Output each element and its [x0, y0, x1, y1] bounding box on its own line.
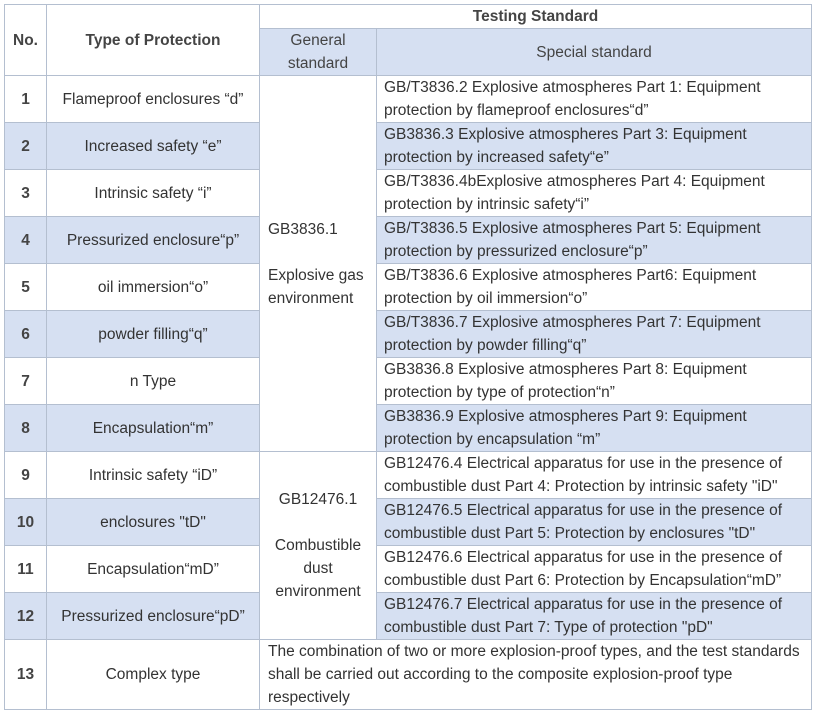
row-number: 4	[5, 217, 47, 264]
row-number: 10	[5, 499, 47, 546]
row-number: 8	[5, 405, 47, 452]
protection-type: Encapsulation“m”	[47, 405, 260, 452]
general-dust-desc: Combustible dust environment	[274, 537, 362, 600]
table-row	[5, 123, 812, 170]
row-number: 7	[5, 358, 47, 405]
special-standard: GB/T3836.7 Explosive atmospheres Part 7: Equipment protection by powder filling“q”	[377, 311, 812, 358]
protection-type: oil immersion“o”	[47, 264, 260, 311]
protection-type: Pressurized enclosure“pD”	[47, 593, 260, 640]
header-type: Type of Protection	[47, 5, 260, 76]
protection-type: Increased safety “e”	[47, 123, 260, 170]
table-row	[5, 76, 812, 123]
table-row	[5, 311, 812, 358]
protection-type: n Type	[47, 358, 260, 405]
table-row	[5, 452, 812, 499]
special-standard: GB3836.3 Explosive atmospheres Part 3: Equipment protection by increased safety“e”	[377, 123, 812, 170]
table-row	[5, 170, 812, 217]
general-gas-code: GB3836.1	[268, 220, 338, 238]
standards-table	[4, 4, 812, 710]
complex-type-description: The combination of two or more explosion-proof types, and the test standards shall be carried out according to the composite explosion-proof type respectively	[260, 640, 812, 710]
protection-type: Pressurized enclosure“p”	[47, 217, 260, 264]
row-number: 6	[5, 311, 47, 358]
table-row	[5, 264, 812, 311]
header-general-standard: General standard	[260, 29, 377, 76]
special-standard: GB12476.4 Electrical apparatus for use in the presence of combustible dust Part 4: Protection by intrinsic safety "iD"	[377, 452, 812, 499]
row-number: 5	[5, 264, 47, 311]
general-dust-code: GB12476.1	[278, 491, 358, 508]
row-number: 1	[5, 76, 47, 123]
special-standard: GB12476.5 Electrical apparatus for use in the presence of combustible dust Part 5: Protection by enclosures "tD"	[377, 499, 812, 546]
header-no: No.	[5, 5, 47, 76]
general-standard-dust	[260, 452, 377, 640]
special-standard: GB/T3836.4bExplosive atmospheres Part 4: Equipment protection by intrinsic safety“i”	[377, 170, 812, 217]
protection-type: powder filling“q”	[47, 311, 260, 358]
special-standard: GB/T3836.5 Explosive atmospheres Part 5: Equipment protection by pressurized enclosure“p”	[377, 217, 812, 264]
row-number: 3	[5, 170, 47, 217]
protection-type: Encapsulation“mD”	[47, 546, 260, 593]
special-standard: GB/T3836.6 Explosive atmospheres Part6: Equipment protection by oil immersion“o”	[377, 264, 812, 311]
table-row	[5, 358, 812, 405]
table-row	[5, 217, 812, 264]
row-number: 11	[5, 546, 47, 593]
protection-type: Complex type	[47, 640, 260, 710]
protection-type: Flameproof enclosures “d”	[47, 76, 260, 123]
protection-type: Intrinsic safety “i”	[47, 170, 260, 217]
special-standard: GB3836.9 Explosive atmospheres Part 9: Equipment protection by encapsulation “m”	[377, 405, 812, 452]
special-standard: GB3836.8 Explosive atmospheres Part 8: Equipment protection by type of protection“n”	[377, 358, 812, 405]
special-standard: GB12476.7 Electrical apparatus for use in the presence of combustible dust Part 7: Type of protection "pD"	[377, 593, 812, 640]
table-row	[5, 546, 812, 593]
table-row	[5, 593, 812, 640]
protection-type: Intrinsic safety “iD”	[47, 452, 260, 499]
row-number: 13	[5, 640, 47, 710]
header-testing-standard: Testing Standard	[260, 5, 812, 29]
row-number: 12	[5, 593, 47, 640]
table-row	[5, 405, 812, 452]
header-special-standard: Special standard	[377, 29, 812, 76]
special-standard: GB12476.6 Electrical apparatus for use in the presence of combustible dust Part 6: Protection by Encapsulation“mD”	[377, 546, 812, 593]
general-standard-gas	[260, 76, 377, 452]
table-row	[5, 640, 812, 710]
row-number: 2	[5, 123, 47, 170]
protection-type: enclosures "tD"	[47, 499, 260, 546]
general-gas-desc: Explosive gas environment	[268, 266, 364, 307]
row-number: 9	[5, 452, 47, 499]
special-standard: GB/T3836.2 Explosive atmospheres Part 1: Equipment protection by flameproof enclosures“d”	[377, 76, 812, 123]
table-row	[5, 499, 812, 546]
